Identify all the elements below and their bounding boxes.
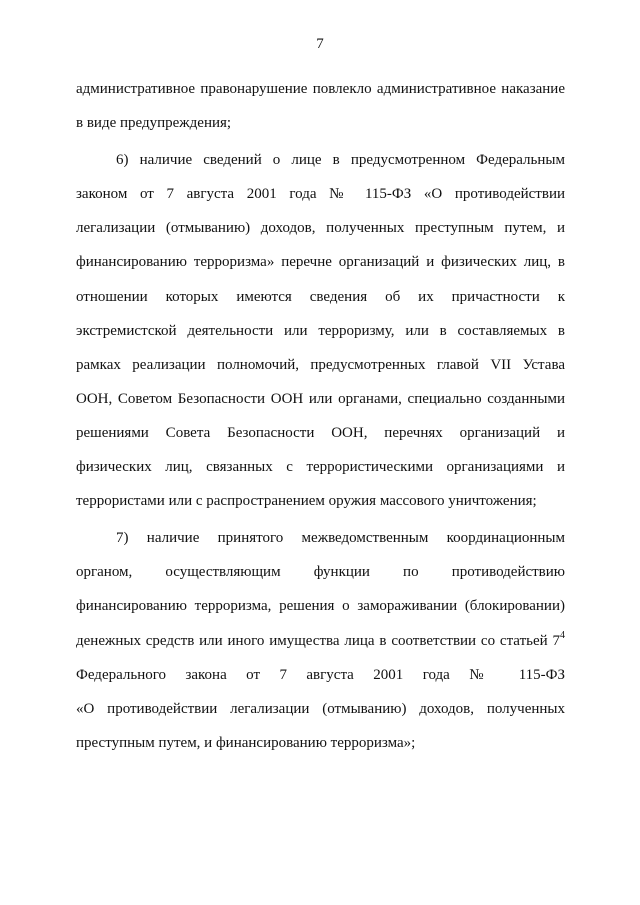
text-line: финансированию терроризма» перечне организаций и физических лиц, в [76, 254, 565, 271]
paragraph-item-6 [76, 143, 565, 518]
text-line: 6) наличие сведений о лице в предусмотренном Федеральным [116, 152, 565, 169]
text-line: Федерального закона от 7 августа 2001 года № 115-ФЗ [76, 666, 565, 683]
paragraph-1 [76, 72, 565, 140]
text-line: легализации (отмыванию) доходов, полученных преступным путем, и [76, 220, 565, 237]
text-line: законом от 7 августа 2001 года № 115-ФЗ «О противодействии [76, 186, 565, 203]
text-line: экстремистской деятельности или терроризму, или в составляемых в [76, 322, 565, 339]
text-line: отношении которых имеются сведения об их причастности к [76, 288, 565, 305]
text-line: физических лиц, связанных с террористическими организациями и [76, 459, 565, 476]
paragraph-item-7 [76, 521, 565, 760]
text-line: террористами или с распространением оружия массового уничтожения; [76, 493, 537, 510]
text-line: рамках реализации полномочий, предусмотренных главой VII Устава [76, 356, 565, 373]
text-line: «О противодействии легализации (отмыванию) доходов, полученных [76, 700, 565, 717]
page-number: 7 [316, 36, 324, 52]
text-line: ООН, Советом Безопасности ООН или органами, специально созданными [76, 390, 565, 407]
text-line: 7) наличие принятого межведомственным координационным [116, 530, 565, 547]
text-line: преступным путем, и финансированию терроризма»; [76, 734, 416, 751]
article-superscript: 4 [560, 629, 565, 641]
text-line: административное правонарушение повлекло административное наказание [76, 81, 565, 97]
text-line: в виде предупреждения; [76, 115, 232, 132]
text-line: органом, осуществляющим функции по противодействию [76, 564, 565, 581]
text-line-with-superscript [76, 624, 565, 658]
text-line: финансированию терроризма, решения о замораживании (блокировании) [76, 598, 565, 615]
document-body [76, 72, 565, 760]
text-line: решениями Совета Безопасности ООН, перечнях организаций и [76, 424, 565, 441]
line-text: денежных средств или иного имущества лица в соответствии со статьей 7 [76, 632, 560, 649]
